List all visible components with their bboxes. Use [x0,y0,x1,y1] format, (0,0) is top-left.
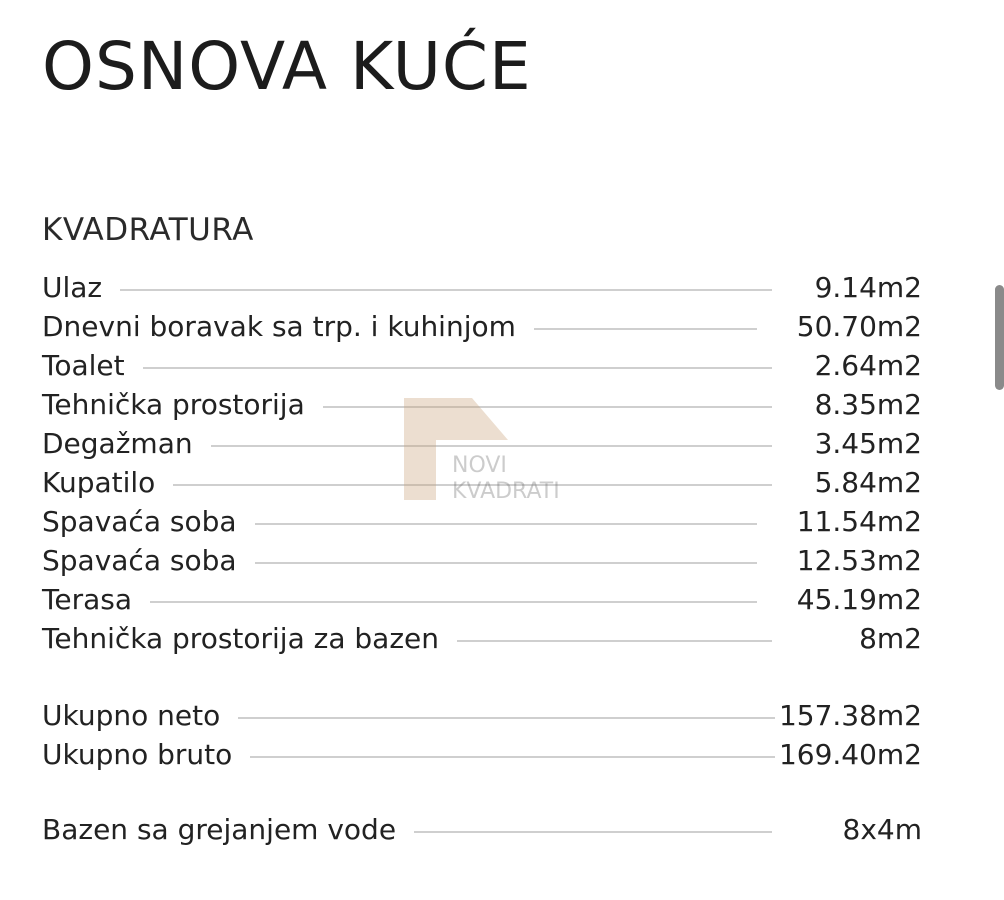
room-area: 11.54m2 [796,505,922,538]
room-area: 8.35m2 [814,388,922,421]
total-area: 169.40m2 [778,738,922,771]
leader-line [323,406,772,408]
spacer [42,774,922,810]
list-item [42,307,922,346]
total-label: Ukupno neto [42,699,221,732]
area-list [42,268,922,849]
room-label: Dnevni boravak sa trp. i kuhinjom [42,310,516,343]
total-area: 157.38m2 [778,699,922,732]
room-label: Ulaz [42,271,103,304]
list-item [42,619,922,658]
room-area: 2.64m2 [814,349,922,382]
leader-line [238,717,775,719]
section-heading: KVADRATURA [42,212,254,248]
leader-line [173,484,772,486]
room-area: 5.84m2 [814,466,922,499]
room-area: 8m2 [859,622,922,655]
page-title: OSNOVA KUĆE [42,28,532,105]
leader-line [250,756,775,758]
leader-line [150,601,757,603]
watermark-line-2: KVADRATI [452,479,560,504]
leader-line [143,367,772,369]
room-area: 45.19m2 [796,583,922,616]
leader-line [457,640,772,642]
list-item [42,463,922,502]
list-item [42,346,922,385]
scrollbar[interactable] [995,285,1004,390]
pool-label: Bazen sa grejanjem vode [42,813,397,846]
room-label: Tehnička prostorija za bazen [42,622,440,655]
leader-line [255,523,757,525]
leader-line [255,562,757,564]
room-label: Toalet [42,349,125,382]
pool-size: 8x4m [842,813,922,846]
pool-row [42,810,922,849]
room-area: 50.70m2 [796,310,922,343]
leader-line [211,445,772,447]
list-item [42,580,922,619]
leader-line [414,831,772,833]
total-label: Ukupno bruto [42,738,233,771]
list-item [42,424,922,463]
list-item [42,385,922,424]
room-label: Kupatilo [42,466,156,499]
room-area: 9.14m2 [814,271,922,304]
leader-line [120,289,772,291]
spacer [42,658,922,696]
room-label: Tehnička prostorija [42,388,305,421]
room-area: 12.53m2 [796,544,922,577]
leader-line [534,328,757,330]
list-item [42,502,922,541]
list-item [42,268,922,307]
room-label: Terasa [42,583,132,616]
room-area: 3.45m2 [814,427,922,460]
total-net-row [42,696,922,735]
watermark-line-1: NOVI [452,453,507,478]
list-item [42,541,922,580]
room-label: Degažman [42,427,193,460]
room-label: Spavaća soba [42,544,237,577]
total-gross-row [42,735,922,774]
room-label: Spavaća soba [42,505,237,538]
